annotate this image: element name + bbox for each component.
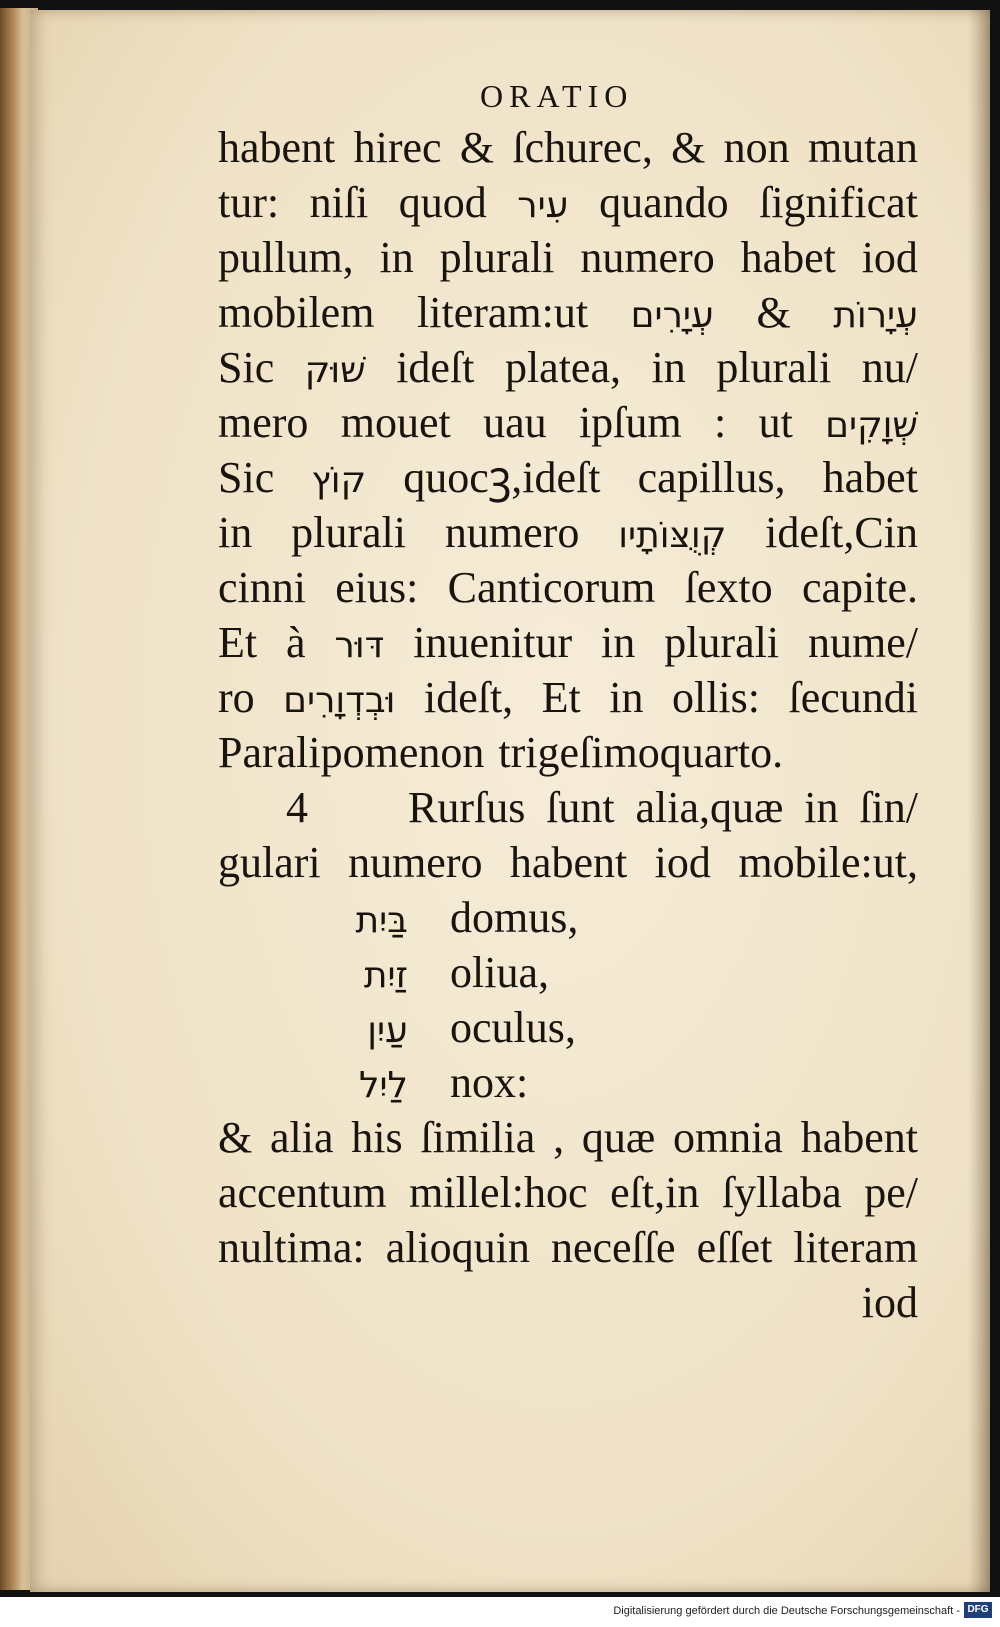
word: habent: [800, 1113, 918, 1162]
word: non: [723, 123, 790, 172]
word: capillus,: [637, 453, 786, 502]
section-line: [218, 780, 918, 835]
hebrew-word: שְׁוָקִים: [825, 405, 918, 446]
word: &: [756, 288, 791, 337]
latin-gloss: oliua,: [450, 948, 549, 997]
hebrew-word: עְיָרוֹת: [833, 295, 918, 336]
word: iod: [861, 233, 918, 282]
body-line: [218, 230, 918, 285]
body-line: [218, 285, 918, 340]
catchword: iod: [861, 1278, 918, 1327]
word: millel:hoc: [409, 1168, 588, 1217]
word: ro: [218, 673, 255, 722]
body-line: [218, 120, 918, 175]
word: platea,: [504, 343, 621, 392]
hebrew-word: עַיִן: [367, 1010, 408, 1051]
latin-gloss: oculus,: [450, 1003, 576, 1052]
word: ollis:: [671, 673, 760, 722]
word: inuenitur: [413, 618, 573, 667]
hebrew-word: עִיר: [517, 185, 569, 226]
word: à: [286, 618, 306, 667]
word: ſyllaba: [721, 1168, 842, 1217]
word: plurali: [291, 508, 406, 557]
word: habent: [218, 123, 336, 172]
word: quod: [398, 178, 487, 227]
word: in: [218, 508, 253, 557]
closing-line: [218, 1165, 918, 1220]
body-line: [218, 340, 918, 395]
hebrew-word: עְיָרִים: [630, 295, 714, 336]
word: tur:: [218, 178, 280, 227]
hebrew-word: דּוּר: [334, 625, 385, 666]
word: accentum: [218, 1168, 387, 1217]
hebrew-word: וּבְדְוָרִים: [283, 680, 396, 721]
word: alioquin: [385, 1223, 530, 1272]
section-line-text: Rurſus ſunt alia,quæ in ſin/: [408, 783, 918, 832]
hebrew-word: קוֹץ: [311, 460, 367, 501]
word: eius:: [335, 563, 419, 612]
body-line: [218, 505, 918, 560]
word: his: [351, 1113, 403, 1162]
word: numero: [580, 233, 715, 282]
closing-line: [218, 1110, 918, 1165]
word: nultima:: [218, 1223, 365, 1272]
hebrew-word: לַיִל: [359, 1065, 408, 1106]
word: Sic: [218, 453, 275, 502]
word: in: [651, 343, 686, 392]
word: trigeſimoquarto.: [498, 728, 784, 777]
word: pe/: [864, 1168, 918, 1217]
word: &: [459, 123, 495, 172]
body-line: [218, 450, 918, 505]
body-line: [218, 670, 918, 725]
word: numero: [444, 508, 580, 557]
word: eſſet: [696, 1223, 773, 1272]
latin-gloss: domus,: [450, 893, 579, 942]
word: pullum,: [218, 233, 354, 282]
word: ut: [758, 398, 793, 447]
body-line: [218, 175, 918, 230]
word: plurali: [716, 343, 832, 392]
word: plurali: [664, 618, 780, 667]
body-line: [218, 395, 918, 450]
word: mero: [218, 398, 309, 447]
word: Paralipomenon: [218, 728, 485, 777]
page-gutter-shadow: [968, 10, 990, 1592]
word: cinni: [218, 563, 306, 612]
word: hirec: [353, 123, 442, 172]
word: in: [601, 618, 636, 667]
word: ,: [553, 1113, 565, 1162]
word: alia: [270, 1113, 334, 1162]
word: quocꝫ,ideſt: [403, 453, 601, 502]
word: eſt,in: [610, 1168, 700, 1217]
word: ideſt: [396, 343, 475, 392]
word-list-item: [218, 890, 918, 945]
body-line: [218, 725, 918, 780]
word: habet: [740, 233, 836, 282]
hebrew-word: שׁוּק: [304, 350, 366, 391]
word: ſexto: [684, 563, 773, 612]
word: Et: [218, 618, 258, 667]
section-line-2-text: gulari numero habent iod mobile:ut,: [218, 838, 918, 887]
word: nume/: [808, 618, 918, 667]
word: ideſt,Cin: [765, 508, 918, 557]
word: literam: [793, 1223, 918, 1272]
word: ſignificat: [759, 178, 918, 227]
word: omnia: [672, 1113, 783, 1162]
closing-lines: [218, 1110, 918, 1275]
word-list-item: [218, 1000, 918, 1055]
word: :: [713, 398, 727, 447]
word: uau: [483, 398, 547, 447]
body-lines: [218, 120, 918, 780]
word: Et: [541, 673, 581, 722]
running-head: ORATIO: [480, 78, 634, 114]
latin-gloss: nox:: [450, 1058, 529, 1107]
word: &: [671, 123, 706, 172]
word: capite.: [801, 563, 918, 612]
word: &: [218, 1113, 253, 1162]
word: ſecundi: [788, 673, 918, 722]
hebrew-word: בַּיִת: [355, 900, 408, 941]
text-block: [218, 120, 918, 1330]
word: quæ: [581, 1113, 656, 1162]
word: quando: [599, 178, 729, 227]
footer-credit: Digitalisierung gefördert durch die Deutsche Forschungsgemeinschaft -: [613, 1605, 960, 1617]
section-number: 4: [286, 783, 308, 832]
body-line: [218, 560, 918, 615]
word: Sic: [218, 343, 275, 392]
hebrew-word: קְוֻצּוֹתָיו: [618, 515, 727, 556]
word-list-item: [218, 945, 918, 1000]
word: plurali: [439, 233, 555, 282]
word: niſi: [309, 178, 369, 227]
section-line-2: [218, 835, 918, 890]
word: Canticorum: [447, 563, 656, 612]
dfg-logo-icon: DFG: [964, 1602, 992, 1618]
word: literam:ut: [417, 288, 589, 337]
word: in: [379, 233, 414, 282]
word: habet: [822, 453, 918, 502]
word: in: [609, 673, 644, 722]
word: mobilem: [218, 288, 375, 337]
closing-line: [218, 1220, 918, 1275]
word: mutan: [807, 123, 918, 172]
word-list-item: [218, 1055, 918, 1110]
word: nu/: [861, 343, 918, 392]
word: ipſum: [578, 398, 682, 447]
hebrew-word: זַיִת: [363, 955, 408, 996]
body-line: [218, 615, 918, 670]
word: ideſt,: [423, 673, 514, 722]
word: neceſſe: [550, 1223, 676, 1272]
word: mouet: [340, 398, 451, 447]
word: ſimilia: [420, 1113, 536, 1162]
word: ſchurec,: [512, 123, 653, 172]
word-list: [218, 890, 918, 1110]
